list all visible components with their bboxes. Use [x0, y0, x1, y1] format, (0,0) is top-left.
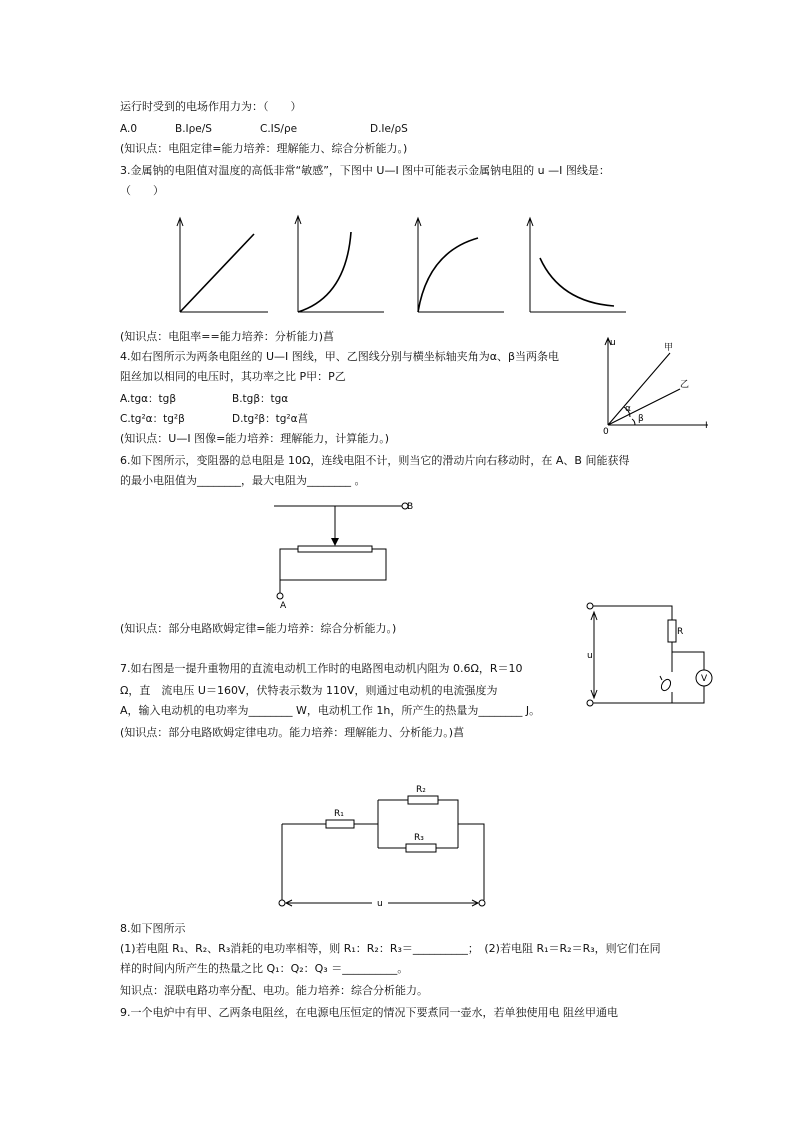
option-d: D.tg²β：tg²α菖 [232, 413, 309, 425]
knowledge-note: 知识点：混联电路功率分配、电功。能力培养：综合分析能力。 [120, 984, 428, 997]
q4-stem-2: 阻丝加以相同的电压时，其功率之比 P甲：P乙 [120, 370, 346, 383]
q6-stem-2: 的最小电阻值为________，最大电阻为________ 。 [120, 474, 366, 487]
resistor-label-r1: R₁ [334, 809, 344, 819]
q8-part1: (1)若电阻 R₁、R₂、R₃消耗的电功率相等，则 R₁：R₂：R₃＝__________； (2)若电阻 R₁＝R₂＝R₃，则它们在同 [120, 942, 661, 955]
axis-label-i: I [705, 421, 708, 431]
q6-rheostat-circuit [270, 498, 420, 611]
option-b: B.tgβ：tgα [232, 393, 289, 405]
q9-stem: 9.一个电炉中有甲、乙两条电阻丝，在电源电压恒定的情况下要煮同一壶水，若单独使用电 阻丝甲通电 [120, 1006, 618, 1019]
q7-stem-2: Ω，直 流电压 U＝160V，伏特表示数为 110V，则通过电动机的电流强度为 [120, 684, 498, 697]
voltmeter-label: V [701, 674, 708, 684]
q3-graph-b [288, 212, 388, 317]
option-d: D.Ie/ρS [370, 123, 408, 135]
knowledge-note: (知识点：U—I 图像=能力培养：理解能力，计算能力。) [120, 432, 390, 445]
line-label-yi: 乙 [680, 380, 690, 390]
voltage-label-u: u [377, 899, 383, 909]
voltage-label-u: u [587, 651, 593, 661]
option-c: C.tg²α：tg²β [120, 413, 185, 425]
q6-stem: 6.如下图所示，变阻器的总电阻是 10Ω，连线电阻不计，则当它的滑动片向右移动时，在 A、B 间能获得 [120, 454, 630, 467]
q3-graph-a [170, 212, 270, 317]
q3-stem: 3.金属钠的电阻值对温度的高低非常“敏感”，下图中 U—I 图中可能表示金属钠电阻的 u —I 图线是： [120, 164, 610, 177]
q8-stem: 8.如下图所示 [120, 922, 186, 935]
q4-ui-graph [600, 335, 715, 435]
axis-label-u: u [610, 338, 616, 348]
knowledge-note: (知识点：电阻率==能力培养：分析能力)菖 [120, 330, 335, 343]
knowledge-note: (知识点：部分电路欧姆定律电功。能力培养：理解能力、分析能力。)菖 [120, 726, 465, 739]
angle-beta: β [638, 414, 644, 424]
q3-graph-d [520, 212, 630, 317]
terminal-a: A [280, 601, 287, 611]
knowledge-note: (知识点：电阻定律=能力培养：理解能力、综合分析能力。) [120, 142, 408, 155]
resistor-label-r: R [677, 627, 684, 637]
line-label-jia: 甲 [664, 343, 674, 353]
q7-stem-3: A，输入电动机的电功率为________ W，电动机工作 1h，所产生的热量为________ J。 [120, 704, 541, 717]
q3-graph-c [408, 212, 508, 317]
resistor-label-r2: R₂ [416, 785, 426, 795]
option-a: A.tgα：tgβ [120, 393, 177, 405]
option-a: A.0 [120, 123, 138, 135]
option-b: B.Iρe/S [175, 123, 212, 135]
option-c: C.IS/ρe [260, 123, 298, 135]
q8-part2: 样的时间内所产生的热量之比 Q₁：Q₂：Q₃ ＝__________。 [120, 962, 409, 975]
q7-stem: 7.如右图是一提升重物用的直流电动机工作时的电路图电动机内阻为 0.6Ω，R＝10 [120, 662, 523, 675]
q7-motor-circuit [582, 600, 722, 710]
angle-alpha: α [625, 404, 631, 414]
resistor-label-r3: R₃ [414, 833, 424, 843]
q2-stem-tail: 运行时受到的电场作用力为：（ ） [120, 100, 302, 113]
q8-mixed-circuit [276, 778, 496, 918]
q3-answer-blank: （ ） [120, 184, 164, 197]
terminal-b: B [407, 502, 414, 512]
knowledge-note: (知识点：部分电路欧姆定律=能力培养：综合分析能力。) [120, 622, 397, 635]
origin-label: 0 [603, 427, 609, 437]
q4-stem: 4.如右图所示为两条电阻丝的 U—I 图线，甲、乙图线分别与横坐标轴夹角为α、β当两条电 [120, 350, 560, 363]
